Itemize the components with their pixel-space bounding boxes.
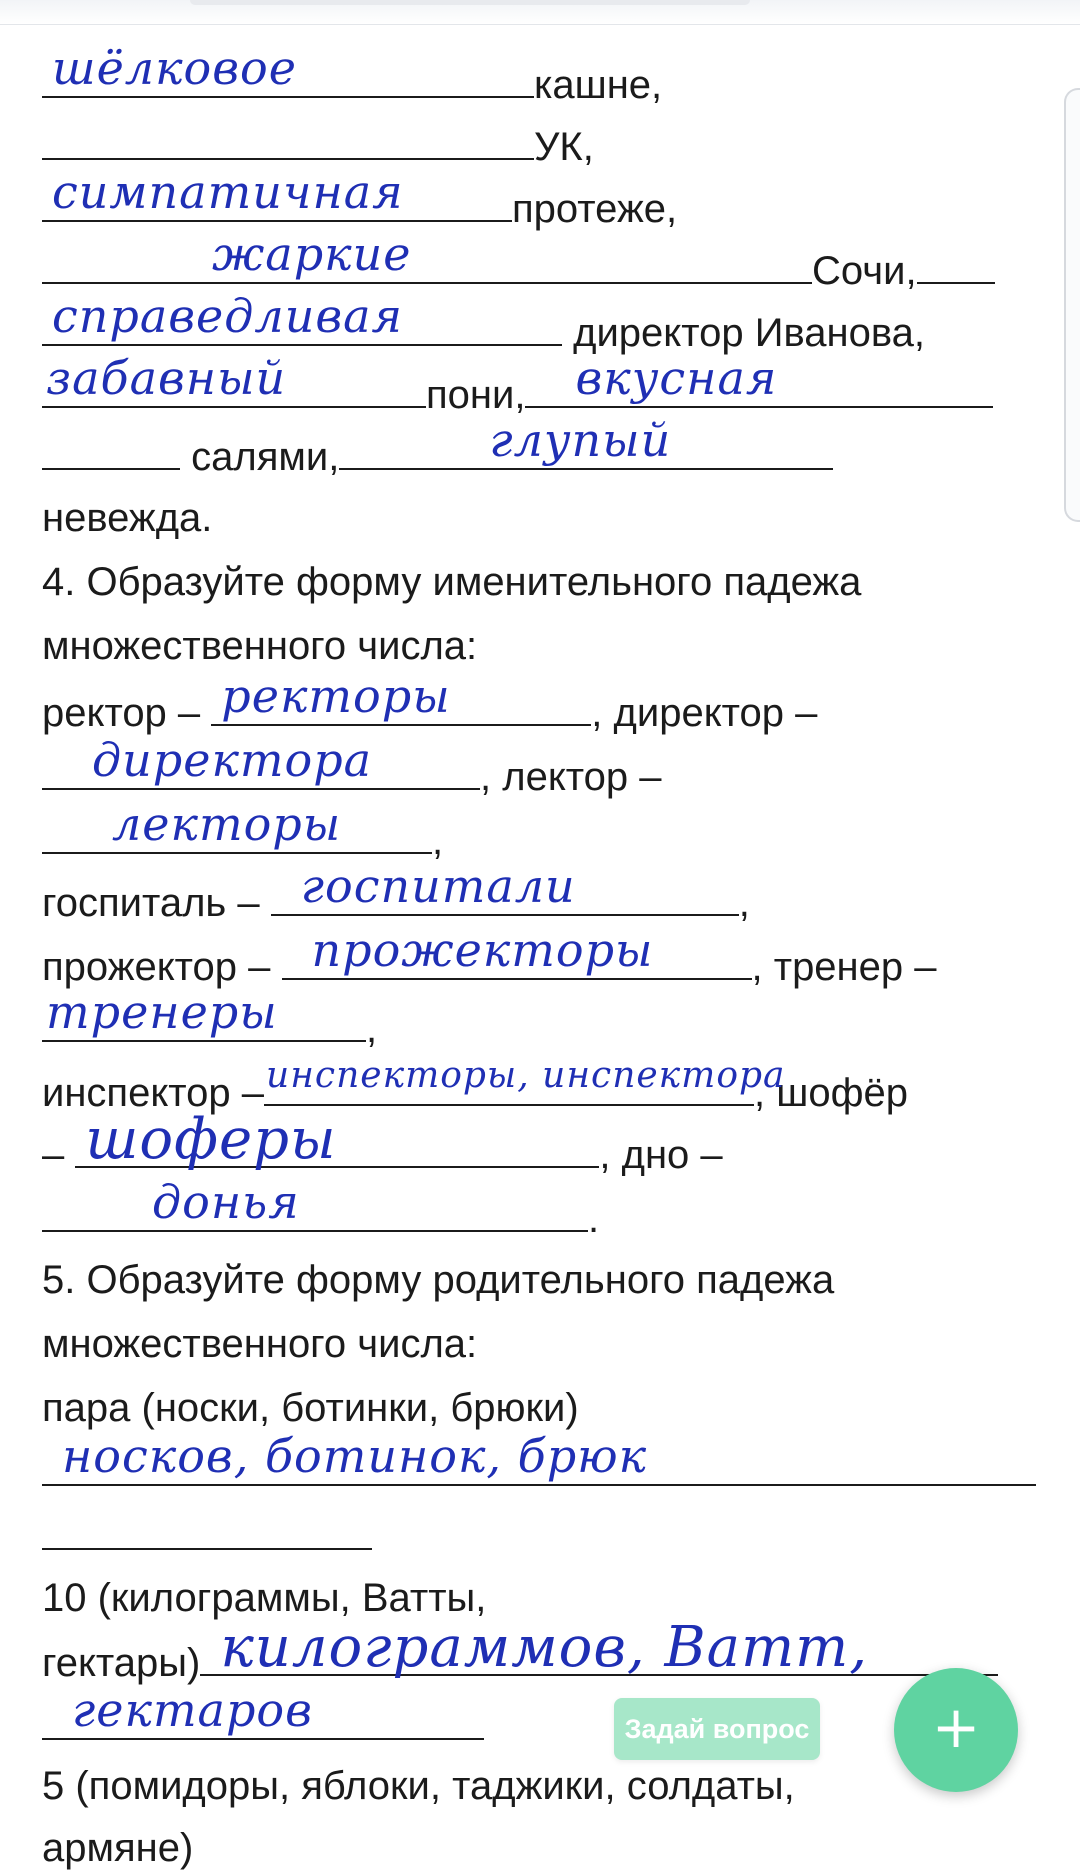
line-rektor (42, 669, 818, 737)
handwritten-answer: симпатичная (52, 165, 404, 219)
line-tomato: 5 (помидоры, яблоки, таджики, солдаты, (42, 1764, 795, 1808)
word: гектары) (42, 1641, 201, 1685)
answer-blank[interactable] (917, 244, 995, 284)
exercise-5-title: 5. Образуйте форму родительного падежа (42, 1258, 835, 1302)
line-direktor (42, 733, 662, 801)
line-kg: 10 (килограммы, Ватты, (42, 1576, 487, 1620)
line-gektary-answer (42, 1683, 484, 1751)
answer-blank[interactable] (75, 1107, 599, 1172)
exercise-5-subtitle: множественного числа: (42, 1322, 478, 1366)
top-bar (0, 0, 1080, 25)
handwritten-answer: шёлковое (52, 41, 297, 95)
handwritten-answer: забавный (46, 351, 287, 405)
word: , лектор – (480, 755, 662, 799)
dash: – (42, 1133, 65, 1177)
answer-blank[interactable] (42, 351, 426, 408)
line-para-answer-2 (42, 1510, 372, 1561)
answer-blank[interactable] (42, 1175, 588, 1232)
line-para: пара (носки, ботинки, брюки) (42, 1386, 579, 1430)
line-salyami (42, 413, 833, 481)
answer-blank[interactable] (211, 669, 591, 726)
scrollbar[interactable] (1064, 88, 1080, 522)
line-gospital (42, 859, 750, 927)
answer-blank[interactable] (42, 289, 562, 346)
handwritten-answer: вкусная (575, 351, 778, 405)
handwritten-answer: шоферы (85, 1107, 337, 1172)
handwritten-answer: носков, ботинок, брюк (62, 1429, 648, 1483)
word: , тренер – (751, 945, 937, 989)
line-armyane: армяне) (42, 1826, 194, 1870)
word: госпиталь – (42, 881, 260, 925)
word: , шофёр (754, 1071, 908, 1115)
handwritten-answer: директора (92, 733, 373, 787)
answer-blank[interactable] (282, 923, 752, 980)
plus-icon: + (931, 1693, 981, 1761)
answer-blank[interactable] (42, 41, 534, 98)
answer-blank[interactable] (42, 1683, 484, 1740)
answer-blank[interactable] (42, 120, 534, 160)
answer-blank[interactable] (42, 430, 180, 470)
exercise-4-subtitle: множественного числа: (42, 624, 478, 668)
answer-blank[interactable] (42, 227, 812, 284)
handwritten-answer: гектаров (72, 1683, 313, 1737)
answer-blank[interactable] (200, 1615, 998, 1680)
handwritten-answer: тренеры (46, 985, 278, 1039)
word: , директор – (591, 691, 818, 735)
handwritten-answer: госпитали (300, 859, 576, 913)
answer-blank[interactable] (339, 413, 833, 470)
word: пони, (426, 373, 526, 417)
word: прожектор – (42, 945, 271, 989)
line-poni (42, 351, 993, 419)
answer-blank[interactable] (525, 351, 993, 408)
handwritten-answer: глупый (489, 413, 672, 467)
handwritten-answer: ректоры (221, 669, 451, 723)
line-nevezhda (42, 494, 212, 542)
answer-blank[interactable] (42, 797, 432, 854)
word: Сочи, (812, 249, 917, 293)
answer-blank[interactable] (42, 1510, 372, 1550)
handwritten-answer: инспекторы, инспектора (266, 1055, 786, 1096)
word: , дно – (599, 1133, 723, 1177)
exercise-4-title: 4. Образуйте форму именительного падежа (42, 560, 862, 604)
comma: , (738, 881, 750, 925)
answer-blank[interactable] (42, 733, 480, 790)
ask-question-button[interactable]: Задай вопрос (614, 1698, 820, 1760)
word: салями, (191, 435, 340, 479)
line-shofer (42, 1107, 723, 1179)
line-lektor (42, 797, 444, 865)
line-prozhektor (42, 923, 937, 991)
handwritten-answer: килограммов, Ватт, (220, 1615, 869, 1680)
word: УК, (534, 125, 594, 169)
word: протеже, (512, 187, 678, 231)
answer-blank[interactable] (42, 985, 366, 1042)
word: директор Иванова, (573, 311, 926, 355)
line-kashne (42, 41, 663, 109)
line-trener (42, 985, 378, 1053)
line-dno (42, 1175, 600, 1243)
answer-blank[interactable] (264, 1055, 786, 1106)
handwritten-answer: донья (152, 1175, 300, 1229)
drag-handle (190, 0, 750, 5)
word: невежда. (42, 496, 213, 540)
period: . (588, 1197, 600, 1241)
word: ректор – (42, 691, 201, 735)
line-gektary (42, 1615, 998, 1687)
line-uk (42, 120, 594, 171)
line-direktor-ivanova (42, 289, 926, 357)
handwritten-answer: жаркие (212, 227, 412, 281)
word: инспектор – (42, 1071, 265, 1115)
add-button[interactable] (894, 1668, 1018, 1792)
comma: , (366, 1007, 378, 1051)
comma: , (432, 819, 444, 863)
handwritten-answer: лекторы (112, 797, 342, 851)
line-sochi (42, 227, 995, 295)
answer-blank[interactable] (271, 859, 739, 916)
word: кашне, (534, 63, 663, 107)
line-para-answer (42, 1429, 1036, 1497)
answer-blank[interactable] (42, 1429, 1036, 1486)
handwritten-answer: прожекторы (311, 923, 654, 977)
handwritten-answer: справедливая (52, 289, 403, 343)
answer-blank[interactable] (42, 165, 512, 222)
line-protezhe (42, 165, 678, 233)
